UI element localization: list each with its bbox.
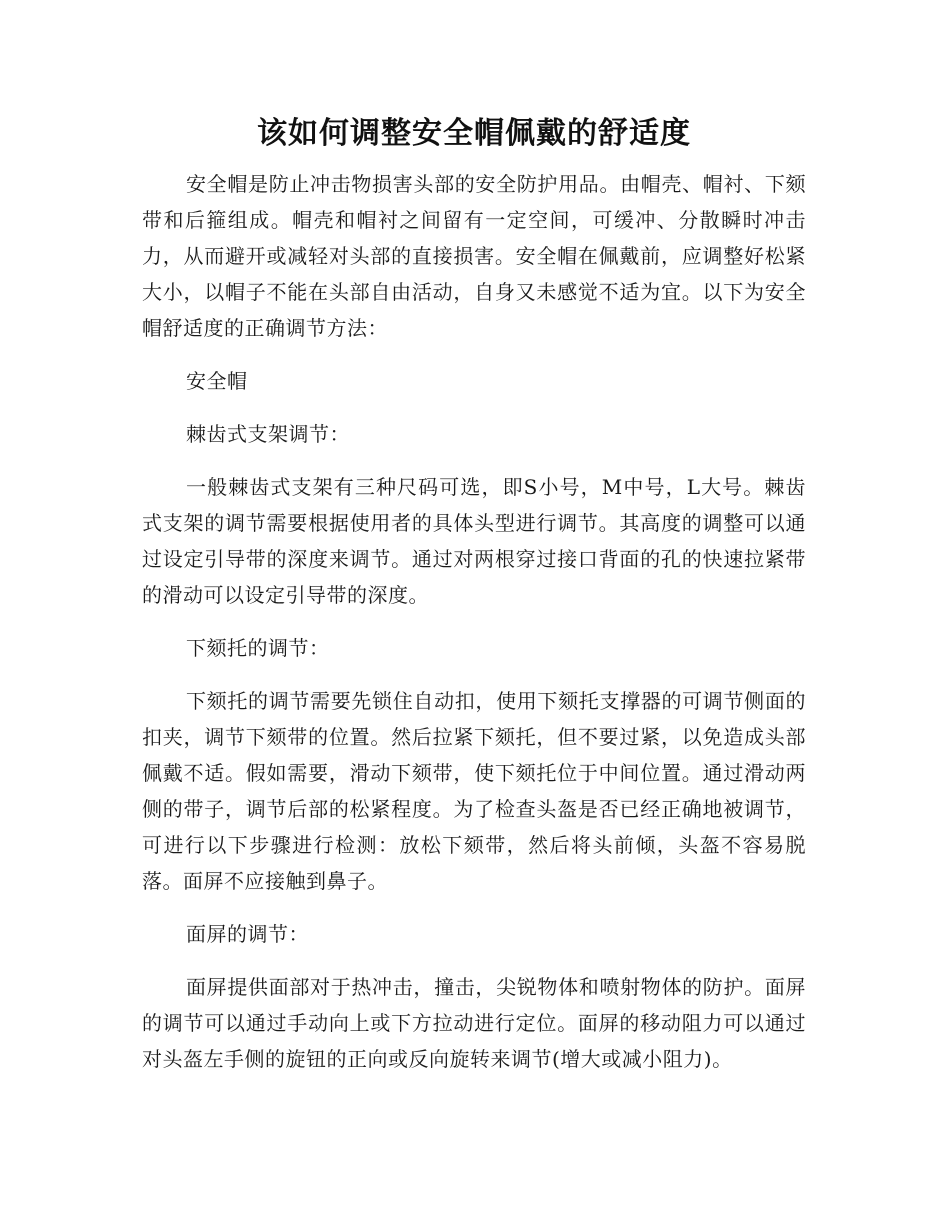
- section-heading-chin-strap: 下颏托的调节：: [186, 636, 330, 660]
- document-body: [142, 112, 806, 1094]
- paragraph-face-shield: 面屏提供面部对于热冲击，撞击，尖锐物体和喷射物体的防护。面屏的调节可以通过手动向上或下方拉动进行定位。面屏的移动阻力可以通过对头盔左手侧的旋钮的正向或反向旋转来调节(增大或减小阻力)。: [142, 975, 806, 1071]
- paragraph-heading-helmet: 安全帽: [186, 369, 248, 393]
- section-heading-ratchet: 棘齿式支架调节：: [186, 422, 350, 446]
- paragraph-chin-strap: 下颏托的调节需要先锁住自动扣，使用下颏托支撑器的可调节侧面的扣夹，调节下颏带的位置。然后拉紧下颏托，但不要过紧，以免造成头部佩戴不适。假如需要，滑动下颏带，使下颏托位于中间位置。通过滑动两侧的带子，调节后部的松紧程度。为了检查头盔是否已经正确地被调节，可进行以下步骤进行检测：放松下颏带，然后将头前倾，头盔不容易脱落。面屏不应接触到鼻子。: [142, 689, 806, 893]
- paragraph-ratchet: 一般棘齿式支架有三种尺码可选，即S小号，M中号，L大号。棘齿式支架的调节需要根据使用者的具体头型进行调节。其高度的调整可以通过设定引导带的深度来调节。通过对两根穿过接口背面的孔的快速拉紧带的滑动可以设定引导带的深度。: [142, 475, 806, 607]
- paragraph-intro: 安全帽是防止冲击物损害头部的安全防护用品。由帽壳、帽衬、下颏带和后箍组成。帽壳和帽衬之间留有一定空间，可缓冲、分散瞬时冲击力，从而避开或减轻对头部的直接损害。安全帽在佩戴前，应调整好松紧大小，以帽子不能在头部自由活动，自身又未感觉不适为宜。以下为安全帽舒适度的正确调节方法：: [142, 172, 806, 340]
- section-heading-face-shield: 面屏的调节：: [186, 922, 309, 946]
- document-title: 该如何调整安全帽佩戴的舒适度: [257, 116, 691, 151]
